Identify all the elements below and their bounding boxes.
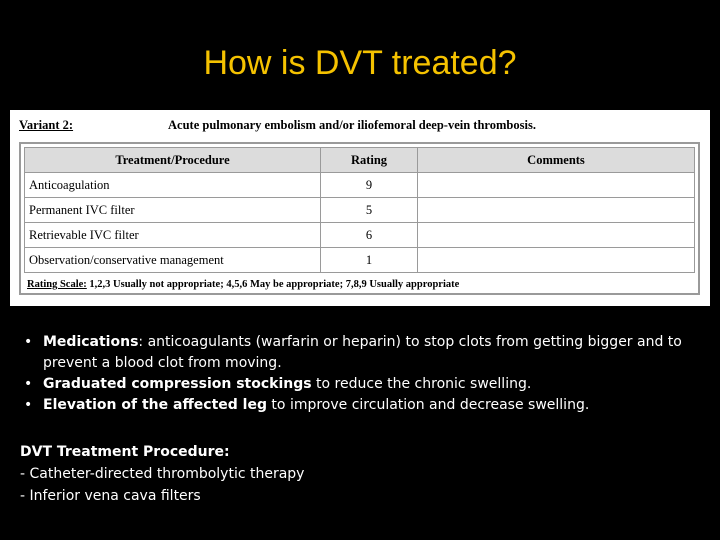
comments-cell xyxy=(418,198,695,223)
comments-cell xyxy=(418,248,695,273)
bullet-text: : anticoagulants (warfarin or heparin) to stop clots from getting bigger and to prevent a blood clot from moving. xyxy=(43,334,682,371)
rating-cell: 9 xyxy=(321,173,418,198)
bullet-bold: Medications xyxy=(43,334,139,350)
bullet-text: to improve circulation and decrease swelling. xyxy=(266,397,590,413)
rating-scale-text: 1,2,3 Usually not appropriate; 4,5,6 May be appropriate; 7,8,9 Usually appropriate xyxy=(86,279,460,290)
procedure-cell: Retrievable IVC filter xyxy=(25,223,321,248)
procedure-cell: Permanent IVC filter xyxy=(25,198,321,223)
comments-cell xyxy=(418,173,695,198)
header-comments: Comments xyxy=(418,148,695,173)
table-header-row xyxy=(25,148,695,173)
slide-title: How is DVT treated? xyxy=(203,44,517,82)
procedure-section xyxy=(20,441,700,507)
bullet-icon: • xyxy=(24,397,33,413)
list-item xyxy=(24,374,704,395)
guideline-table-image xyxy=(10,110,710,306)
list-item xyxy=(24,332,704,374)
bullet-icon: • xyxy=(24,334,33,350)
rating-cell: 6 xyxy=(321,223,418,248)
rating-cell: 1 xyxy=(321,248,418,273)
treatment-bullets xyxy=(24,332,704,416)
variant-row xyxy=(19,118,701,140)
rating-table xyxy=(24,147,695,273)
table-row xyxy=(25,198,695,223)
procedure-cell: Anticoagulation xyxy=(25,173,321,198)
procedure-item: - Catheter-directed thrombolytic therapy xyxy=(20,466,305,482)
header-procedure: Treatment/Procedure xyxy=(25,148,321,173)
table-row xyxy=(25,223,695,248)
comments-cell xyxy=(418,223,695,248)
procedure-item: - Inferior vena cava filters xyxy=(20,488,201,504)
variant-label: Variant 2: xyxy=(19,118,74,132)
variant-description: Acute pulmonary embolism and/or iliofemoral deep-vein thrombosis. xyxy=(168,118,536,132)
table-row xyxy=(25,248,695,273)
bullet-text: to reduce the chronic swelling. xyxy=(311,376,532,392)
header-rating: Rating xyxy=(321,148,418,173)
table-row xyxy=(25,173,695,198)
rating-cell: 5 xyxy=(321,198,418,223)
bullet-bold: Elevation of the affected leg xyxy=(43,397,267,413)
procedure-cell: Observation/conservative management xyxy=(25,248,321,273)
bullet-icon: • xyxy=(24,376,33,392)
rating-table-box xyxy=(19,142,700,295)
rating-scale xyxy=(24,273,695,290)
list-item xyxy=(24,395,704,416)
rating-scale-label: Rating Scale: xyxy=(27,279,87,290)
procedure-heading: DVT Treatment Procedure: xyxy=(20,444,230,460)
bullet-bold: Graduated compression stockings xyxy=(43,376,312,392)
